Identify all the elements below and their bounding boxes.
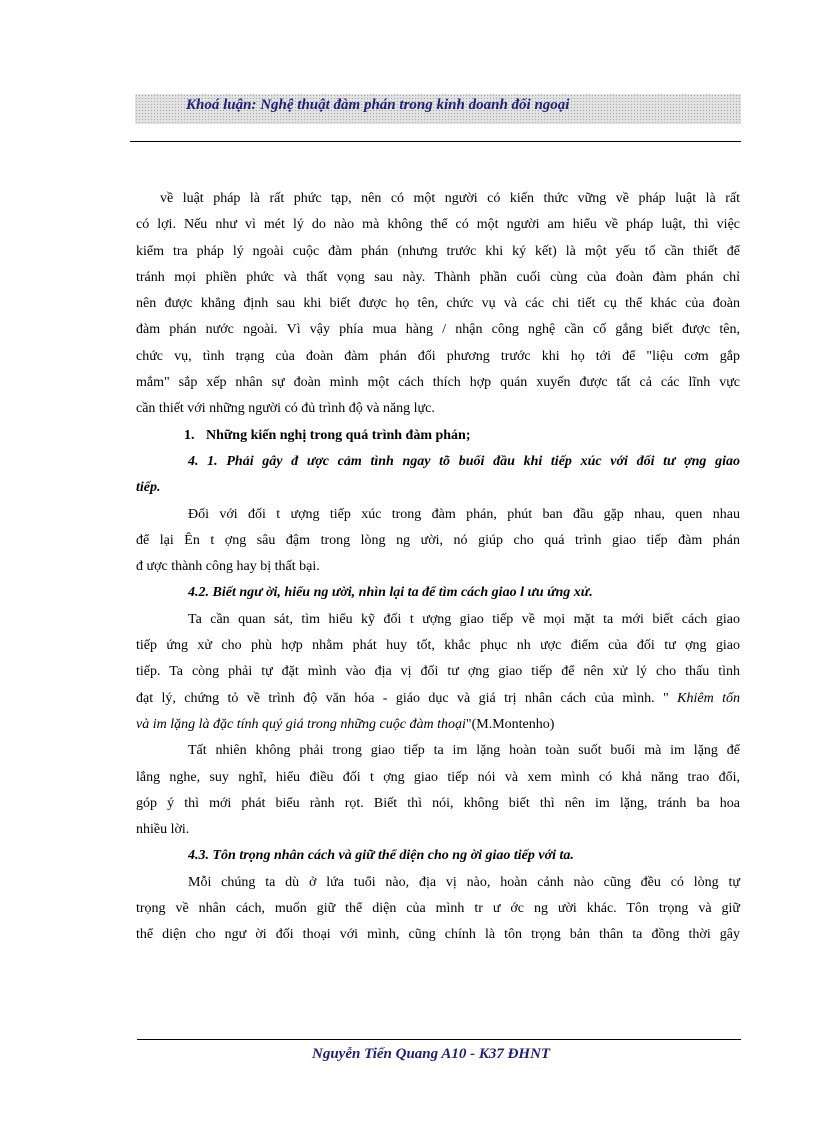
body-line: kiểm tra pháp lý ngoài cuộc đàm phán (nhưng trước khi ký kết) là một yếu tố cần thiết để [136, 243, 740, 259]
footer-rule [137, 1039, 741, 1040]
body-line: Mỗi chúng ta dù ở lứa tuổi nào, địa vị nào, hoàn cảnh nào cũng đều có lòng tự [188, 874, 740, 890]
body-line: thể diện cho ngư ời đối thoại với mình, cũng chính là tôn trọng bản thân ta đồng thời gây [136, 927, 740, 943]
body-line [136, 712, 740, 738]
body-line [136, 686, 740, 712]
body-line: tiếp ứng xử cho phù hợp nhằm phát huy tốt, khắc phục nh ược điểm của đối tư ợng giao [136, 638, 740, 654]
footer-author: Nguyễn Tiến Quang A10 - K37 ĐHNT [312, 1046, 551, 1062]
body-line: góp ý thì mới phát biểu rành rọt. Biết thì nói, không biết thì nên im lặng, tránh ba hoa [136, 795, 740, 811]
body-line: đàm phán nước ngoài. Vì vậy phía mua hàng / nhận công nghệ cần cố gắng biết được tên, [136, 322, 740, 338]
body-line: để lại Ên t ợng sâu đậm trong lòng ng ười, nó giúp cho quá trình giao tiếp đàm phán [136, 532, 740, 548]
body-line: tiếp. Ta còng phải tự đặt mình vào địa vị đối tư ợng giao tiếp để nên xử lý cho thấu tình [136, 664, 740, 680]
header-title: Khoá luận: Nghệ thuật đàm phán trong kinh doanh đối ngoại [186, 97, 570, 113]
page-body [136, 186, 740, 949]
body-line: có lợi. Nếu như vì mét lý do nào mà không thể có một người am hiểu về pháp luật, thì việc [136, 217, 740, 233]
body-line: mắm" sắp xếp nhân sự đoàn mình một cách thích hợp quán xuyến được tất cả các lĩnh vực [136, 375, 740, 391]
body-line: tránh mọi phiền phức và thất vọng sau này. Thành phần cuối cùng của đoàn đàm phán chỉ [136, 269, 740, 285]
body-line: Đối với đối t ượng tiếp xúc trong đàm phán, phút ban đầu gặp nhau, quen nhau [188, 506, 740, 522]
section-number: 1. [184, 427, 195, 443]
body-line: nhiều lời. [136, 822, 190, 838]
quote-text: Khiêm tốn [677, 690, 740, 706]
body-line: về luật pháp là rất phức tạp, nên có một người có kiến thức vững về pháp luật là rất [160, 191, 740, 206]
body-line: đ ược thành công hay bị thất bại. [136, 559, 320, 575]
section-title: Những kiến nghị trong quá trình đàm phán; [206, 427, 471, 443]
body-text: đạt lý, chứng tỏ về trình độ văn hóa - giáo dục và giá trị nhân cách của mình. " [136, 690, 669, 706]
header-rule [130, 141, 741, 142]
subheading-4-3: 4.3. Tôn trọng nhân cách và giữ thể diện cho ng ời giao tiếp với ta. [188, 848, 574, 864]
body-line: chức vụ, tình trạng của đoàn đàm phán đối phương trước khi họ tới để "liệu cơm gắp [136, 348, 740, 364]
subheading-4-1: 4. 1. Phải gây đ ược cảm tình ngay tõ buổi đầu khi tiếp xúc với đối tư ợng giao [188, 453, 740, 469]
body-line: Ta cần quan sát, tìm hiểu kỹ đối t ượng giao tiếp về mọi mặt ta mới biết cách giao [188, 611, 740, 627]
body-line: lắng nghe, suy nghĩ, hiểu điều đối t ợng giao tiếp nói và xem mình có khả năng trao đổi, [136, 769, 740, 785]
body-line: cần thiết với những người có đủ trình độ và năng lực. [136, 401, 435, 417]
body-line: trọng về nhân cách, muốn giữ thể diện của mình tr ư ớc ng ười khác. Tôn trọng và giữ [136, 901, 740, 917]
body-line: nên được khẳng định sau khi biết được họ tên, chức vụ và các chi tiết cụ thể khác của đoàn [136, 296, 740, 312]
body-line: Tất nhiên không phải trong giao tiếp ta im lặng hoàn toàn suốt buổi mà im lặng để [188, 743, 740, 759]
section-heading [136, 423, 740, 449]
quote-text: và im lặng là đặc tính quý giá trong những cuộc đàm thoại [136, 716, 466, 732]
subheading-4-2: 4.2. Biết ngư ời, hiểu ng ười, nhìn lại ta để tìm cách giao l ưu ứng xử. [188, 585, 593, 601]
quote-citation: "(M.Montenho) [465, 716, 555, 732]
subheading-4-1-cont: tiếp. [136, 480, 161, 496]
